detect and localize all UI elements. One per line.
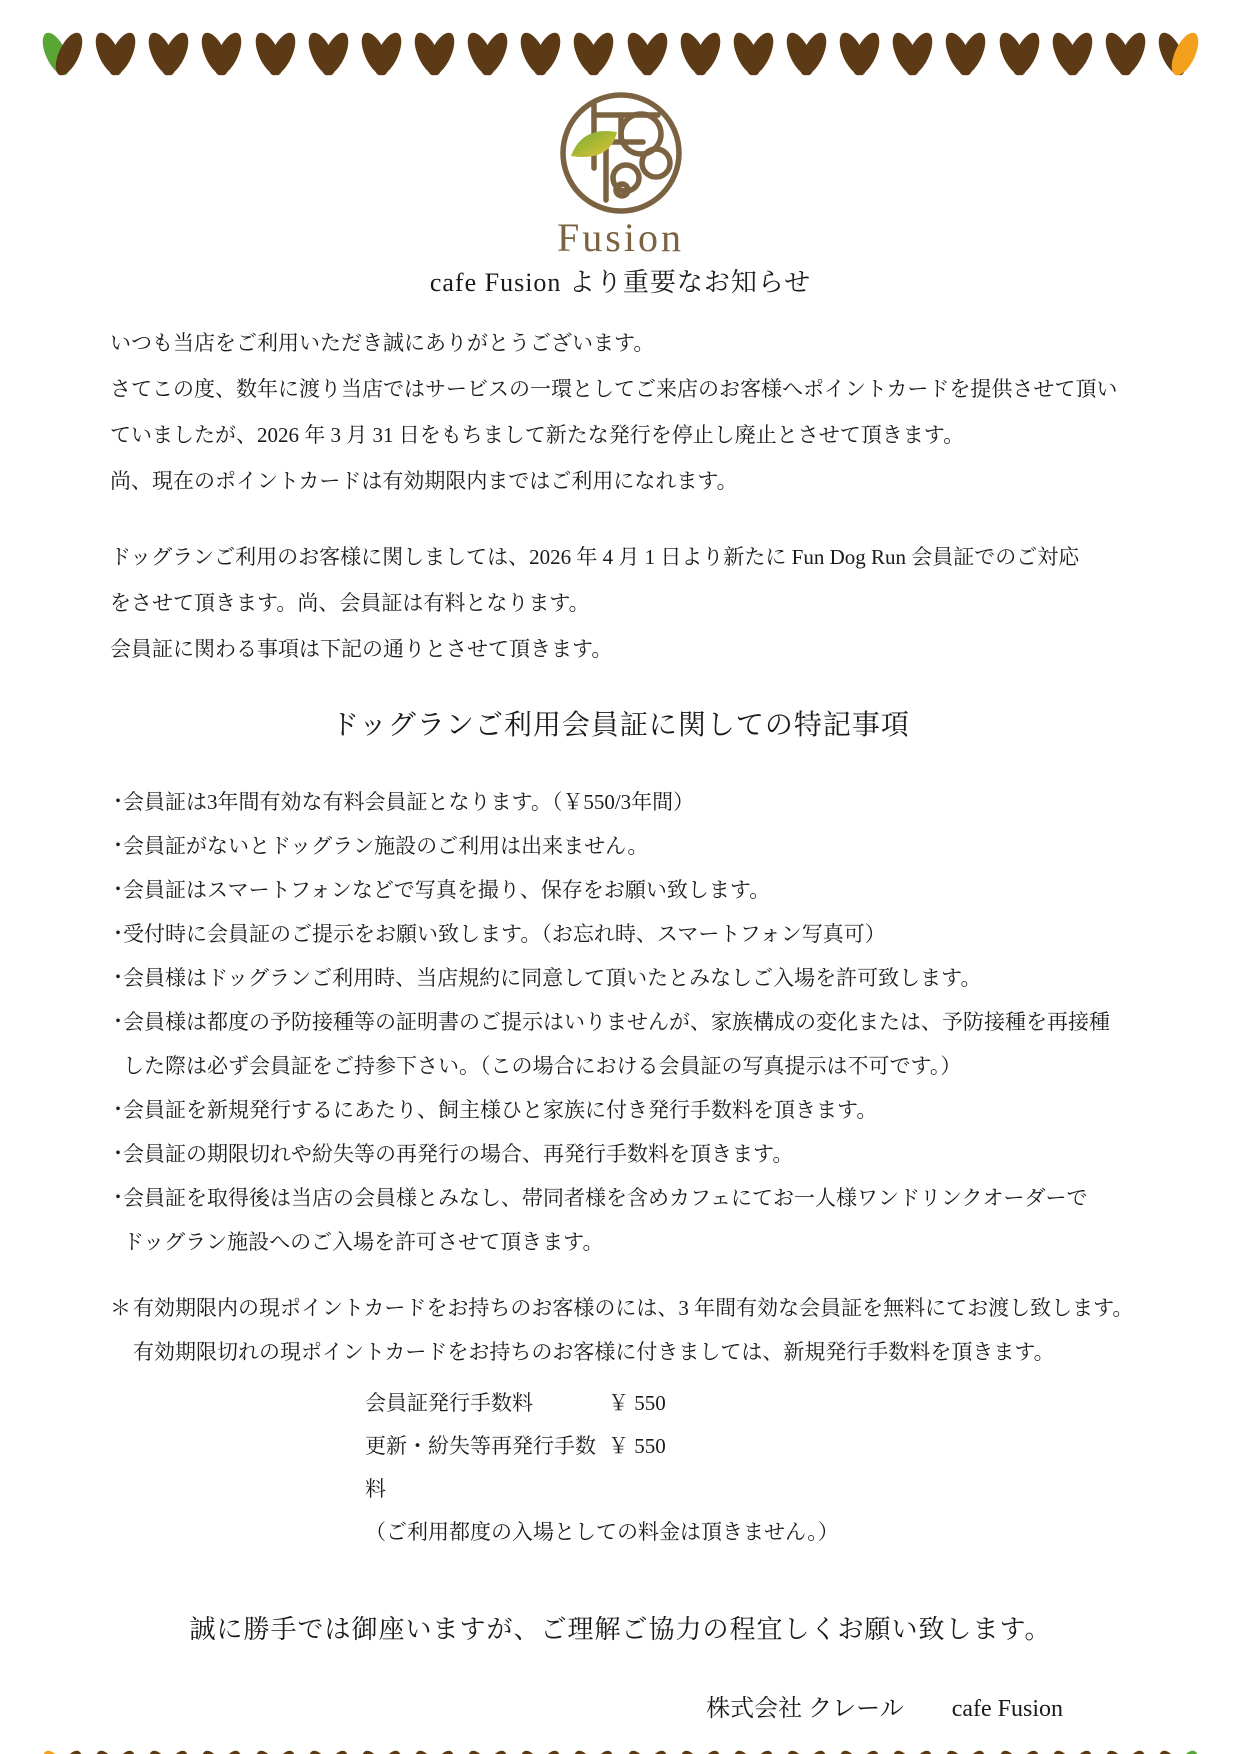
bullet-item [110, 956, 1171, 1000]
notice-bullet-list [110, 780, 1171, 1264]
leaf-pair-icon [46, 1749, 79, 1754]
document-title: cafe Fusion より重要なお知らせ [429, 268, 812, 297]
logo-leaf-icon [571, 131, 617, 157]
leaf-icon [50, 1747, 88, 1754]
leaf-pair-icon [471, 1749, 504, 1754]
bullet-marker: ・ [108, 1011, 128, 1033]
leaf-icon [900, 1747, 938, 1754]
logo-emblem-icon [558, 90, 684, 216]
text-line: 会員証に関わる事項は下記の通りとさせて頂きます。 [110, 637, 613, 661]
leaf-pair-icon [418, 1749, 451, 1754]
leaf-pair-icon [312, 31, 345, 77]
bullet-item [110, 780, 1171, 824]
leaf-pair-icon [365, 1749, 398, 1754]
bullet-marker: ・ [108, 791, 128, 813]
footnote-marker: ＊ [110, 1296, 131, 1320]
leaf-icon [1166, 1747, 1204, 1754]
leaf-icon [582, 1747, 620, 1754]
text-line: をさせて頂きます。尚、会員証は有料となります。 [110, 591, 590, 615]
text-line: ていましたが、2026 年 3 月 31 日をもちまして新たな発行を停止し廃止とさせて頂きます。 [110, 423, 965, 447]
leaf-pair-icon [99, 1749, 132, 1754]
leaf-pair-icon [949, 1749, 982, 1754]
top-leaf-border [0, 30, 1241, 78]
leaf-pair-icon [737, 1749, 770, 1754]
bullet-line: 会員証を取得後は当店の会員様とみなし、帯同者様を含めカフェにてお一人様ワンドリンクオーダーで [123, 1186, 1088, 1210]
bullet-marker: ・ [108, 879, 128, 901]
footnote-line: 有効期限切れの現ポイントカードをお持ちのお客様に付きましては、新規発行手数料を頂きます。 [133, 1340, 1055, 1364]
leaf-pair-icon [152, 1749, 185, 1754]
bullet-line: 会員証は3年間有効な有料会員証となります。（￥550/3年間） [123, 790, 695, 814]
intro-paragraph-2 [110, 534, 1131, 672]
bullet-item [110, 1088, 1171, 1132]
leaf-pair-icon [524, 31, 557, 77]
bullet-marker: ・ [108, 1187, 128, 1209]
bullet-marker: ・ [108, 967, 128, 989]
leaf-icon [316, 1747, 354, 1754]
bullet-marker: ・ [108, 1099, 128, 1121]
text-line: いつも当店をご利用いただき誠にありがとうございます。 [110, 331, 655, 355]
section-heading: ドッグランご利用会員証に関しての特記事項 [331, 710, 910, 741]
leaf-pair-icon [843, 1749, 876, 1754]
text-line: 尚、現在のポイントカードは有効期限内まではご利用になれます。 [110, 469, 738, 493]
leaf-icon [422, 1747, 460, 1754]
leaf-pair-icon [684, 1749, 717, 1754]
bullet-line: 受付時に会員証のご提示をお願い致します。（お忘れ時、スマートフォン写真可） [123, 922, 886, 946]
leaf-icon [103, 1747, 141, 1754]
bullet-item [110, 1000, 1171, 1088]
leaf-pair-icon [312, 1749, 345, 1754]
fee-amount: ￥ 550 [608, 1434, 666, 1458]
leaf-icon [156, 1747, 194, 1754]
bullet-item [110, 824, 1171, 868]
leaf-pair-icon [259, 31, 292, 77]
leaf-pair-icon [1056, 1749, 1089, 1754]
leaf-pair-icon [1003, 1749, 1036, 1754]
fee-row [365, 1425, 1241, 1511]
bullet-item [110, 868, 1171, 912]
leaf-pair-icon [1056, 31, 1089, 77]
leaf-icon [369, 1747, 407, 1754]
closing-remark: 誠に勝手では御座いますが、ご理解ご協力の程宜しくお願い致します。 [189, 1615, 1052, 1644]
bullet-line: 会員証の期限切れや紛失等の再発行の場合、再発行手数料を頂きます。 [123, 1142, 794, 1166]
leaf-pair-icon [99, 31, 132, 77]
leaf-pair-icon [365, 31, 398, 77]
leaf-pair-icon [896, 1749, 929, 1754]
company-signature: 株式会社 クレール cafe Fusion [706, 1696, 1063, 1722]
leaf-icon [688, 1747, 726, 1754]
leaf-pair-icon [577, 31, 610, 77]
fee-label: 更新・紛失等再発行手数料 [365, 1434, 596, 1501]
fee-label: 会員証発行手数料 [365, 1391, 533, 1415]
fee-usage-note: （ご利用都度の入場としての料金は頂きません。） [365, 1520, 839, 1544]
leaf-icon [847, 1747, 885, 1754]
leaf-pair-icon [259, 1749, 292, 1754]
bullet-line: 会員証はスマートフォンなどで写真を撮り、保存をお願い致します。 [123, 878, 771, 902]
bullet-marker: ・ [108, 835, 128, 857]
leaf-pair-icon [524, 1749, 557, 1754]
bullet-marker: ・ [108, 1143, 128, 1165]
bullet-line: 会員様は都度の予防接種等の証明書のご提示はいりませんが、家族構成の変化または、予防接種を再接種 [123, 1010, 1110, 1034]
leaf-pair-icon [205, 31, 238, 77]
bullet-line: ドッグラン施設へのご入場を許可させて頂きます。 [123, 1230, 604, 1254]
leaf-pair-icon [631, 1749, 664, 1754]
leaf-pair-icon [684, 31, 717, 77]
leaf-pair-icon [577, 1749, 610, 1754]
leaf-pair-icon [205, 1749, 238, 1754]
leaf-pair-icon [631, 31, 664, 77]
leaf-pair-icon [46, 31, 79, 77]
leaf-pair-icon [1162, 31, 1195, 77]
bullet-item [110, 912, 1171, 956]
logo-wordmark: Fusion [557, 215, 684, 260]
bullet-marker: ・ [108, 923, 128, 945]
leaf-pair-icon [790, 1749, 823, 1754]
footnote [110, 1286, 1171, 1374]
leaf-pair-icon [471, 31, 504, 77]
fee-amount: ￥ 550 [608, 1391, 666, 1415]
leaf-icon [1060, 1747, 1098, 1754]
leaf-pair-icon [843, 31, 876, 77]
bottom-leaf-border [0, 1748, 1241, 1754]
leaf-pair-icon [1109, 31, 1142, 77]
leaf-icon [741, 1747, 779, 1754]
leaf-pair-icon [1109, 1749, 1142, 1754]
fee-table [365, 1382, 1241, 1554]
footnote-line: 有効期限内の現ポイントカードをお持ちのお客様のには、3 年間有効な会員証を無料にてお渡し致します。 [133, 1296, 1134, 1320]
text-line: ドッグランご利用のお客様に関しましては、2026 年 4 月 1 日より新たに Fun Dog Run 会員証でのご対応 [110, 545, 1080, 569]
leaf-pair-icon [1162, 1749, 1195, 1754]
leaf-pair-icon [737, 31, 770, 77]
leaf-icon [794, 1747, 832, 1754]
leaf-pair-icon [949, 31, 982, 77]
leaf-pair-icon [152, 31, 185, 77]
bullet-line: 会員証がないとドッグラン施設のご利用は出来ません。 [123, 834, 649, 858]
leaf-pair-icon [418, 31, 451, 77]
bullet-line: 会員様はドッグランご利用時、当店規約に同意して頂いたとみなしご入場を許可致します。 [123, 966, 982, 990]
leaf-icon [528, 1747, 566, 1754]
leaf-pair-icon [896, 31, 929, 77]
bullet-item [110, 1176, 1171, 1264]
leaf-pair-icon [1003, 31, 1036, 77]
bullet-item [110, 1132, 1171, 1176]
bullet-line: 会員証を新規発行するにあたり、飼主様ひと家族に付き発行手数料を頂きます。 [123, 1098, 878, 1122]
leaf-icon [475, 1747, 513, 1754]
fee-row [365, 1382, 1241, 1425]
bullet-line: した際は必ず会員証をご持参下さい。（この場合における会員証の写真提示は不可です。） [123, 1054, 962, 1078]
cafe-fusion-logo [0, 90, 1241, 258]
intro-paragraph-1 [110, 320, 1131, 504]
leaf-icon [210, 1747, 248, 1754]
leaf-icon [954, 1747, 992, 1754]
text-line: さてこの度、数年に渡り当店ではサービスの一環としてご来店のお客様へポイントカードを提供させて頂い [110, 377, 1118, 401]
leaf-icon [1113, 1747, 1151, 1754]
leaf-pair-icon [790, 31, 823, 77]
